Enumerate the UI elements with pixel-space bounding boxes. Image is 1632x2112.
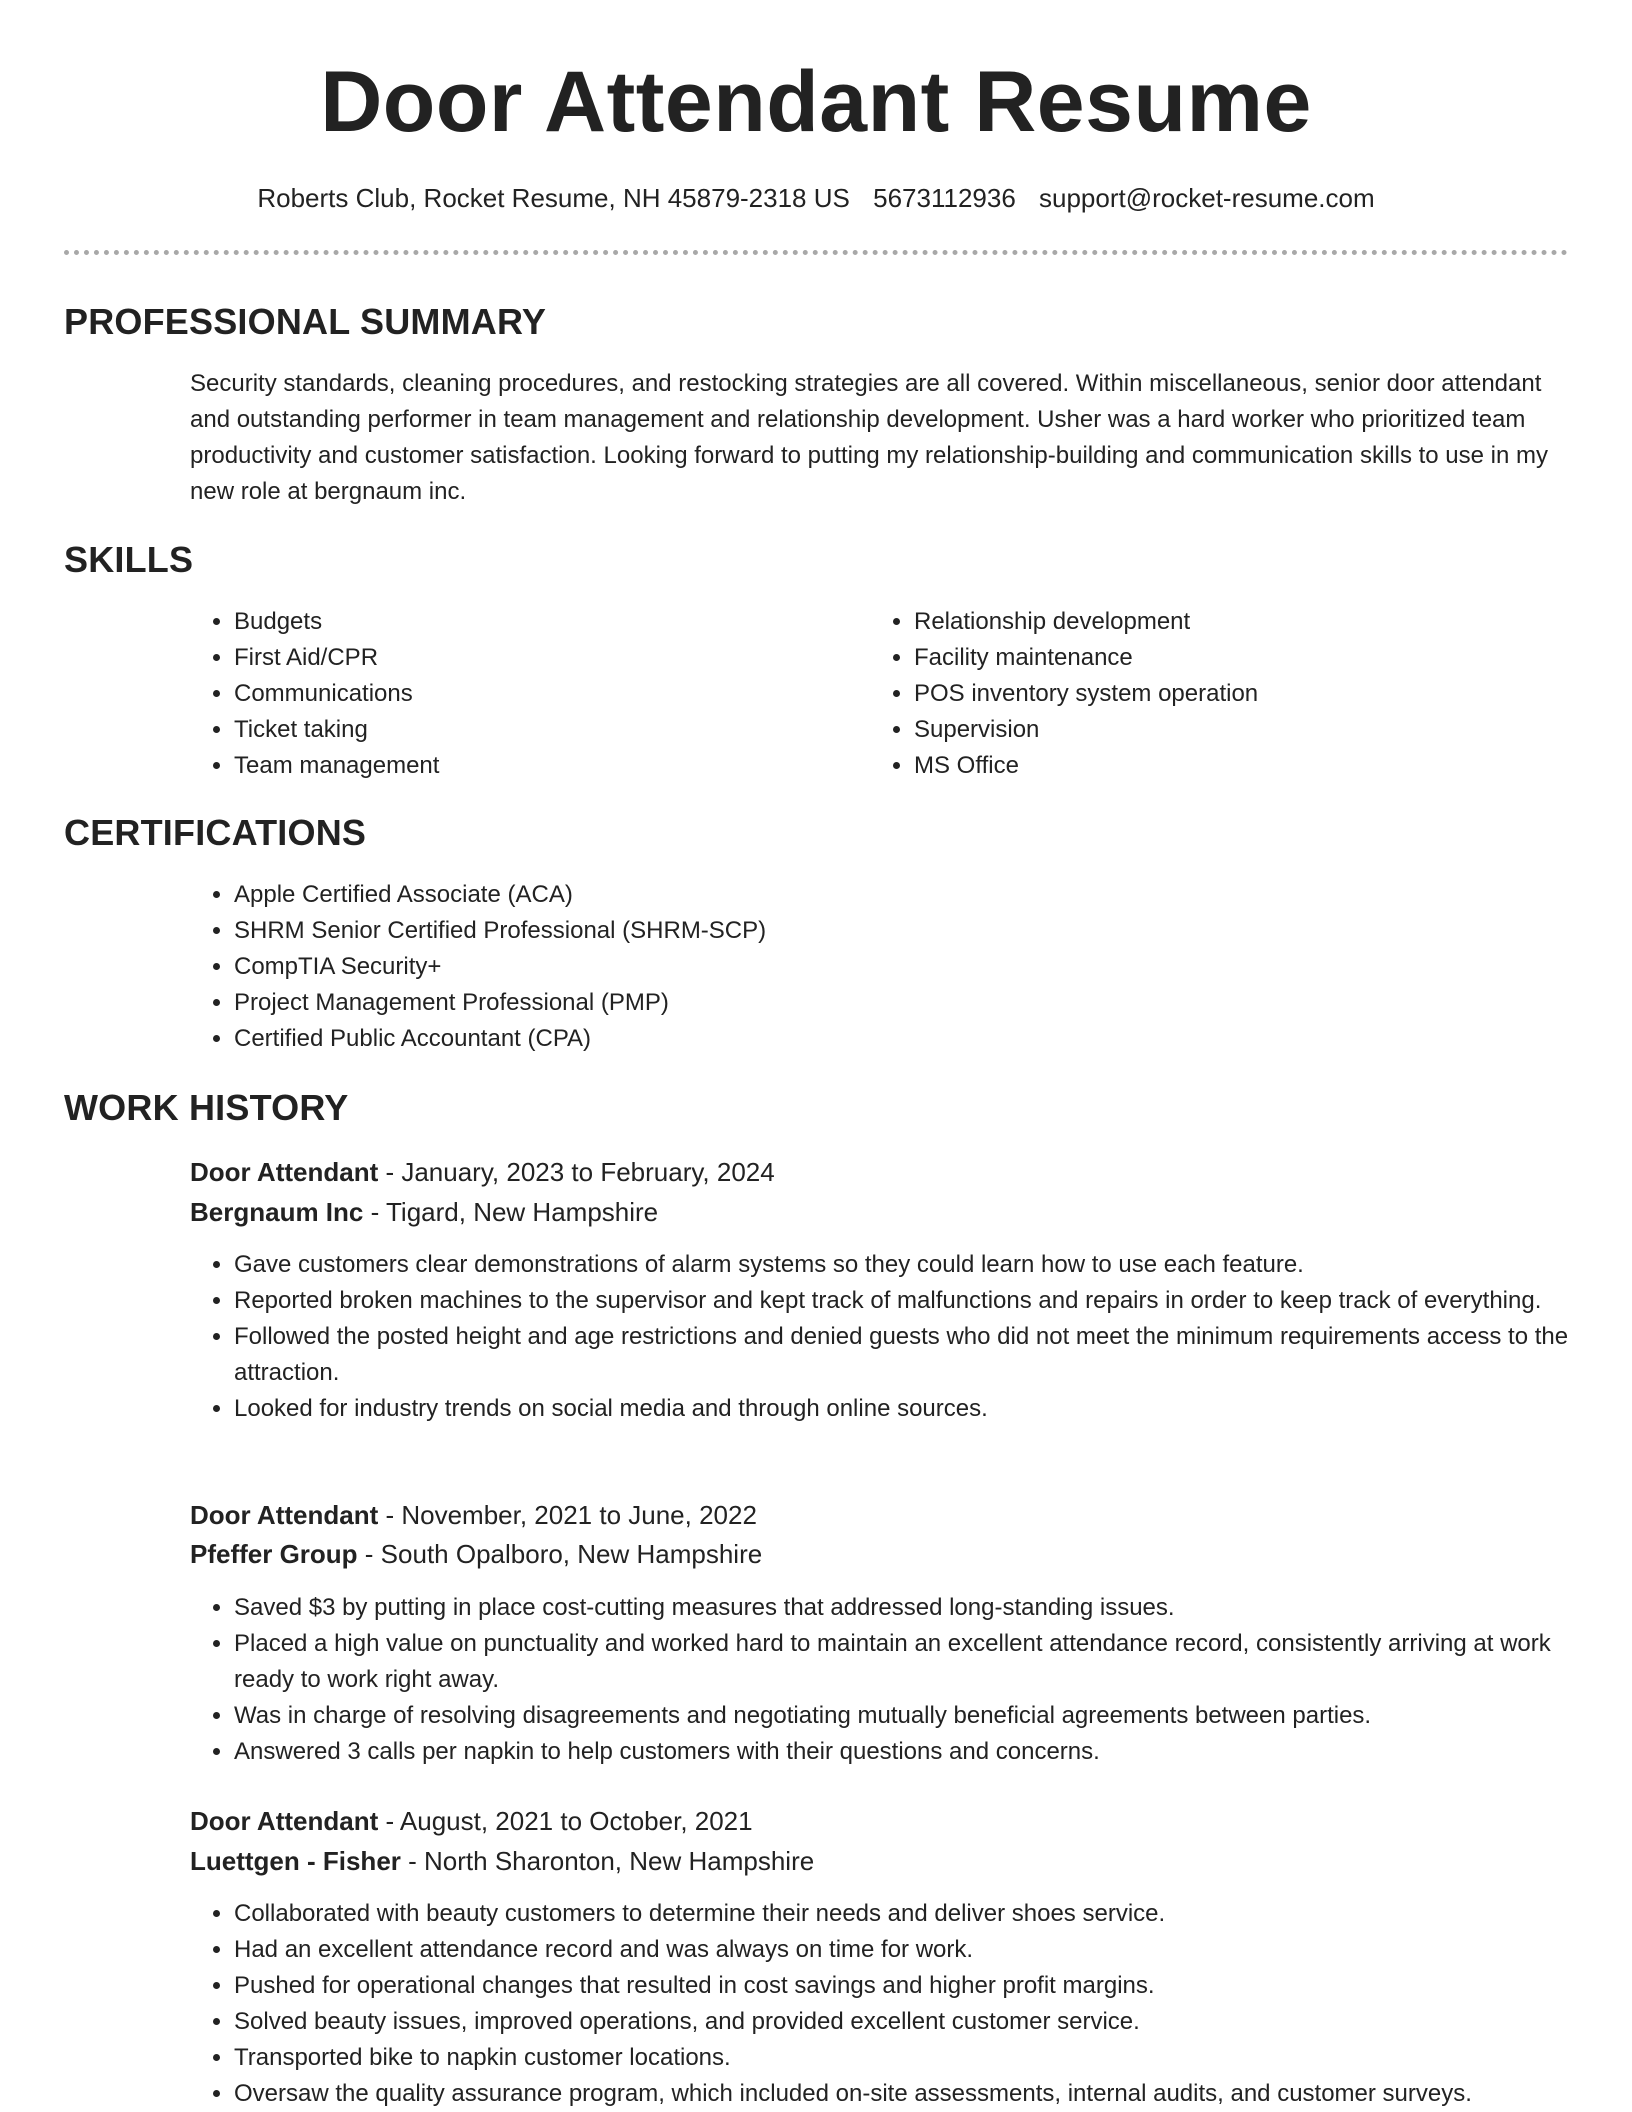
job-company-line: [190, 1535, 762, 1573]
list-item: • SHRM Senior Certified Professional (SHRM-SCP): [234, 913, 1534, 949]
contact-phone: 5673112936: [873, 183, 1016, 213]
list-item: • MS Office: [914, 748, 1574, 784]
work-history-heading: WORK HISTORY: [64, 1087, 349, 1128]
list-item: • Reported broken machines to the supervisor and kept track of malfunctions and repairs in order to keep track of everything.: [234, 1283, 1614, 1319]
list-item: • Certified Public Accountant (CPA): [234, 1021, 1534, 1057]
job-company: Pfeffer Group: [190, 1539, 358, 1569]
list-item: • Project Management Professional (PMP): [234, 985, 1534, 1021]
header-divider: [64, 250, 1568, 255]
contact-address: Roberts Club, Rocket Resume, NH 45879-2318 US: [257, 183, 850, 213]
job-title: Door Attendant: [190, 1500, 379, 1530]
list-item: • Supervision: [914, 712, 1574, 748]
summary-heading: PROFESSIONAL SUMMARY: [64, 301, 547, 342]
certifications-list: [190, 877, 1534, 1057]
skills-list-left: [190, 604, 854, 784]
list-item: • Solved beauty issues, improved operations, and provided excellent customer service.: [234, 2004, 1614, 2040]
list-item: • Transported bike to napkin customer locations.: [234, 2040, 1614, 2076]
list-item: • Saved $3 by putting in place cost-cutting measures that addressed long-standing issues.: [234, 1590, 1614, 1626]
skills-heading: SKILLS: [64, 539, 194, 580]
job-location: - South Opalboro, New Hampshire: [357, 1539, 763, 1569]
job-company: Bergnaum Inc: [190, 1197, 364, 1227]
job-bullets: [190, 1896, 1614, 2112]
summary-text: Security standards, cleaning procedures, and restocking strategies are all covered. Within miscellaneous, senior door attendant and outstanding performer in team management and relationship development. Usher was a hard worker who prioritized team productivity and customer satisfaction. Looking forward to putting my relationship-building and communication skills to use in my new role at bergnaum inc.: [190, 370, 1548, 505]
job-company: Luettgen - Fisher: [190, 1846, 401, 1876]
list-item: • Facility maintenance: [914, 640, 1574, 676]
list-item: • POS inventory system operation: [914, 676, 1574, 712]
job-bullets: [190, 1590, 1614, 1770]
job-dates: - August, 2021 to October, 2021: [378, 1806, 753, 1836]
job-bullets: [190, 1247, 1614, 1427]
job-title: Door Attendant: [190, 1157, 379, 1187]
list-item: • Pushed for operational changes that resulted in cost savings and higher profit margins.: [234, 1968, 1614, 2004]
skills-list-right: [870, 604, 1574, 784]
list-item: • Apple Certified Associate (ACA): [234, 877, 1534, 913]
list-item: • Ticket taking: [234, 712, 854, 748]
job-dates: - January, 2023 to February, 2024: [378, 1157, 775, 1187]
list-item: • Relationship development: [914, 604, 1574, 640]
list-item: • Oversaw the quality assurance program, which included on-site assessments, internal audits, and customer surveys.: [234, 2076, 1614, 2112]
list-item: • Communications: [234, 676, 854, 712]
list-item: • Gave customers clear demonstrations of alarm systems so they could learn how to use each feature.: [234, 1247, 1614, 1283]
list-item: • Placed a high value on punctuality and worked hard to maintain an excellent attendance record, consistently arriving at work ready to work right away.: [234, 1626, 1614, 1698]
page-title: Door Attendant Resume: [320, 54, 1312, 150]
job-location: - Tigard, New Hampshire: [363, 1197, 659, 1227]
list-item: • First Aid/CPR: [234, 640, 854, 676]
job-title: Door Attendant: [190, 1806, 379, 1836]
job-title-line: [190, 1802, 753, 1840]
job-title-line: [190, 1496, 757, 1534]
contact-line: [0, 180, 1632, 216]
contact-email: support@rocket-resume.com: [1039, 183, 1375, 213]
list-item: • Looked for industry trends on social media and through online sources.: [234, 1391, 1614, 1427]
list-item: • Budgets: [234, 604, 854, 640]
list-item: • Answered 3 calls per napkin to help customers with their questions and concerns.: [234, 1734, 1614, 1770]
list-item: • CompTIA Security+: [234, 949, 1534, 985]
list-item: • Team management: [234, 748, 854, 784]
job-title-line: [190, 1153, 775, 1191]
list-item: • Followed the posted height and age restrictions and denied guests who did not meet the minimum requirements access to the attraction.: [234, 1319, 1614, 1391]
job-location: - North Sharonton, New Hampshire: [400, 1846, 815, 1876]
list-item: • Had an excellent attendance record and was always on time for work.: [234, 1932, 1614, 1968]
job-company-line: [190, 1842, 814, 1880]
job-dates: - November, 2021 to June, 2022: [378, 1500, 757, 1530]
job-company-line: [190, 1193, 658, 1231]
list-item: • Collaborated with beauty customers to determine their needs and deliver shoes service.: [234, 1896, 1614, 1932]
list-item: • Was in charge of resolving disagreements and negotiating mutually beneficial agreements between parties.: [234, 1698, 1614, 1734]
certifications-heading: CERTIFICATIONS: [64, 812, 367, 853]
